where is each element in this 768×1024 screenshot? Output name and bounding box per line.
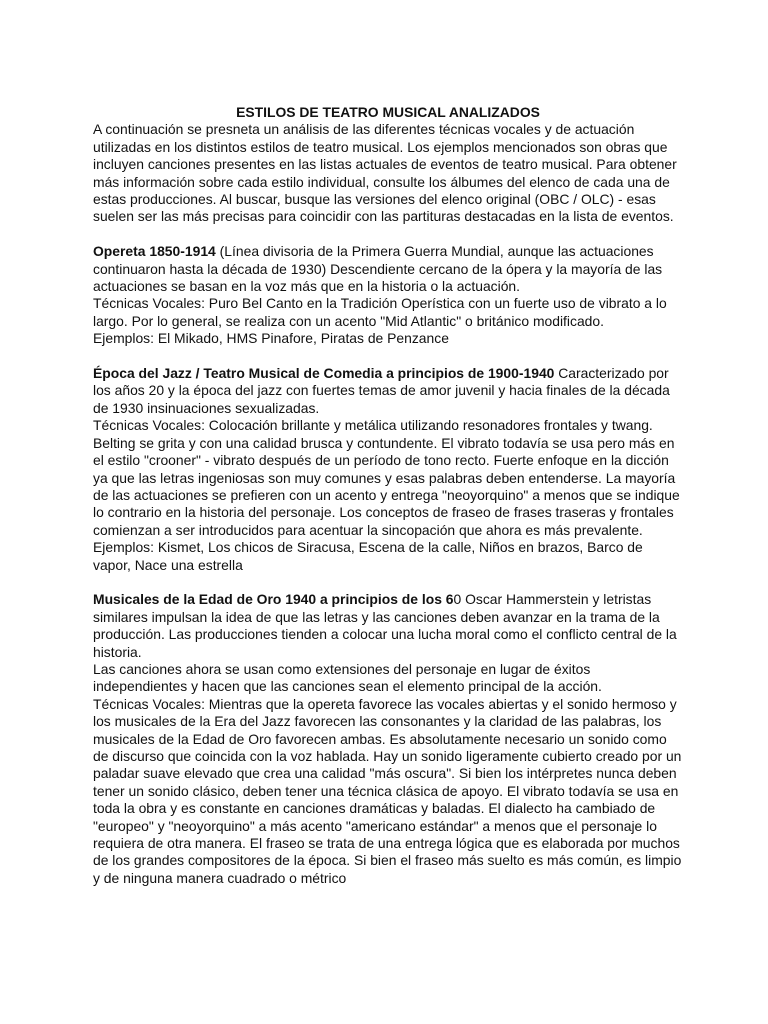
section-opereta-description: (Línea divisoria de la Primera Guerra Mundial, aunque las actuaciones continuaron hasta la década de 1930) Descendiente cercano de la ópera y la mayoría de las actuaciones se basan en la voz más que en la historia o la actuación. [93,243,663,295]
document-body [93,104,683,887]
section-jazz-description: Caracterizado por los años 20 y la época del jazz con fuertes temas de amor juvenil y hacia finales de la década de 1930 insinuaciones sexualizadas. [93,365,670,416]
section-opereta-vocal-techniques: Técnicas Vocales: Puro Bel Canto en la Tradición Operística con un fuerte uso de vibrato a lo largo. Por lo general, se realiza con un acento "Mid Atlantic" o británico modificado. [93,295,667,329]
section-opereta-intro [93,243,683,295]
section-jazz-vocal-techniques: Técnicas Vocales: Colocación brillante y metálica utilizando resonadores frontales y twang. Belting se grita y con una calidad brusca y contundente. El vibrato todavía se usa pero más en el estilo "crooner" - vibrato después de un período de tono recto. Fuerte enfoque en la dicción ya que las letras ingeniosas son muy comunes y esas palabras deben entenderse. La mayoría de las actuaciones se prefieren con un acento y entrega "neoyorquino" a menos que se indique lo contrario en la historia del personaje. Los conceptos de fraseo de frases traseras y frontales comienzan a ser introducidos para acentuar la sincopación que ahora es más prevalente. [93,417,680,538]
spacer [93,574,683,591]
section-heading-golden-age: Musicales de la Edad de Oro 1940 a principios de los 6 [93,591,454,608]
section-heading-opereta: Opereta 1850-1914 [93,243,216,260]
section-jazz-intro [93,365,683,417]
intro-paragraph: A continuación se presneta un análisis de las diferentes técnicas vocales y de actuación utilizadas en los distintos estilos de teatro musical. Los ejemplos mencionados son obras que incluyen canciones presentes en las listas actuales de eventos de teatro musical. Para obtener más información sobre cada estilo individual, consulte los álbumes del elenco de cada una de estas producciones. Al buscar, busque las versiones del elenco original (OBC / OLC) - esas suelen ser las más precisas para coincidir con las partituras destacadas en la lista de eventos. [93,121,677,225]
section-golden-age-vocal-techniques: Técnicas Vocales: Mientras que la opereta favorece las vocales abiertas y el sonido hermoso y los musicales de la Era del Jazz favorecen las consonantes y la claridad de las palabras, los musicales de la Edad de Oro favorecen ambas. Es absolutamente necesario un sonido como de discurso que coincida con la voz hablada. Hay un sonido ligeramente cubierto creado por un paladar suave elevado que crea una calidad "más oscura". Si bien los intérpretes nunca deben tener un sonido clásico, deben tener una técnica clásica de apoyo. El vibrato todavía se usa en toda la obra y es constante en canciones dramáticas y baladas. El dialecto ha cambiado de "europeo" y "neoyorquino" a más acento "americano estándar" a menos que el personaje lo requiera de otra manera. El fraseo se trata de una entrega lógica que es elaborada por muchos de los grandes compositores de la época. Si bien el fraseo más suelto es más común, es limpio y de ninguna manera cuadrado o métrico [93,695,682,886]
section-golden-age-description: 0 Oscar Hammerstein y letristas similares impulsan la idea de que las letras y las canciones deben avanzar en la trama de la producción. Las producciones tienden a colocar una lucha moral como el conflicto central de la historia. [93,591,677,660]
document-title: ESTILOS DE TEATRO MUSICAL ANALIZADOS [236,104,540,120]
section-jazz-examples: Ejemplos: Kismet, Los chicos de Siracusa, Escena de la calle, Niños en brazos, Barco de vapor, Nace una estrella [93,539,643,573]
spacer [93,348,683,365]
section-golden-age-intro [93,591,683,661]
section-opereta-examples: Ejemplos: El Mikado, HMS Pinafore, Piratas de Penzance [93,330,449,347]
section-heading-jazz: Época del Jazz / Teatro Musical de Comedia a principios de 1900-1940 [93,365,555,382]
spacer [93,226,683,243]
section-golden-age-songs: Las canciones ahora se usan como extensiones del personaje en lugar de éxitos independientes y hacen que las canciones sean el elemento principal de la acción. [93,660,602,695]
